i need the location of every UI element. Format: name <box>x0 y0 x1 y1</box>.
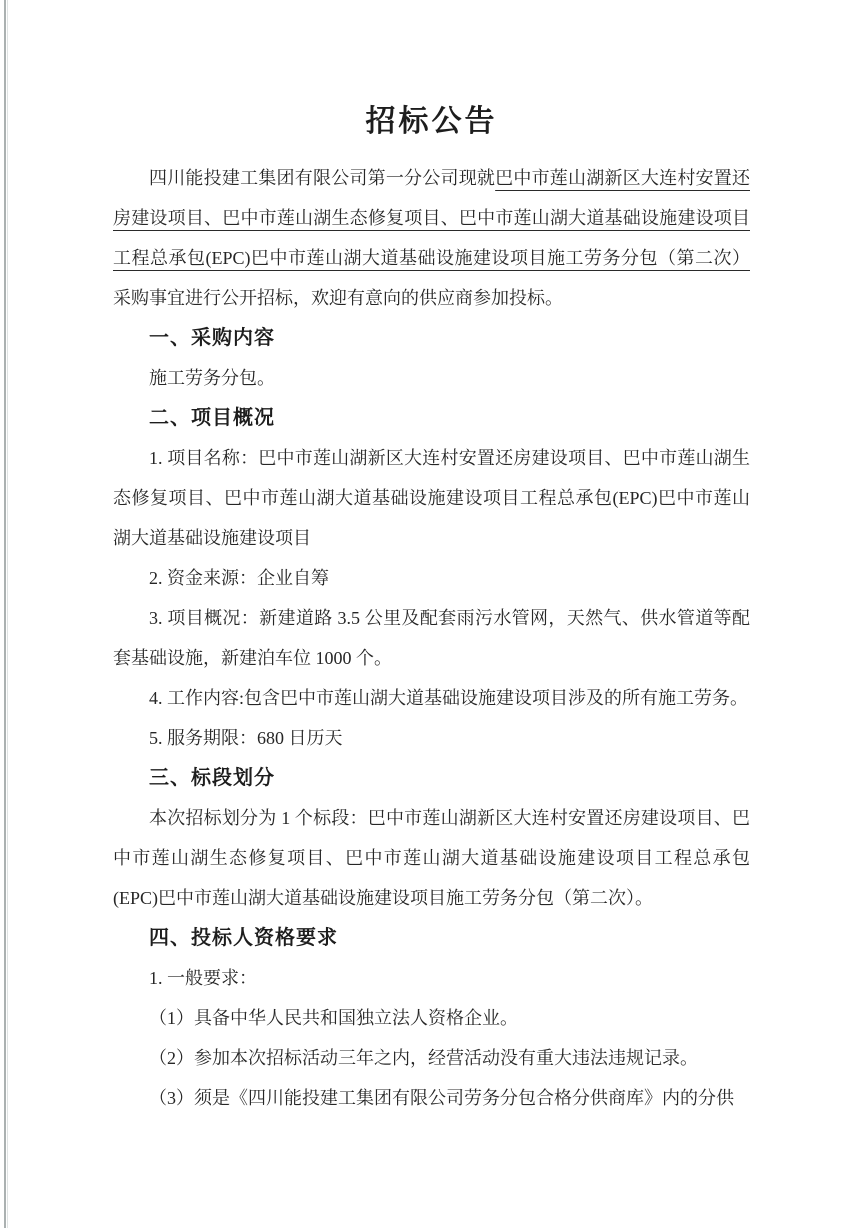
intro-paragraph <box>113 158 750 318</box>
paragraph-requirement-3: （3）须是《四川能投建工集团有限公司劳务分包合格分供商库》内的分供 <box>149 1088 734 1108</box>
document-title: 招标公告 <box>365 105 498 138</box>
section-heading-bidder-qualifications: 四、投标人资格要求 <box>149 927 338 949</box>
paragraph-project-profile: 3. 项目概况：新建道路 3.5 公里及配套雨污水管网，天然气、供水管道等配套基础设施，新建泊车位 1000 个。 <box>113 608 750 668</box>
paragraph-procurement-content: 施工劳务分包。 <box>149 368 275 388</box>
intro-text-underlined: 巴中市莲山湖新区大连村安置还房建设项目、巴中市莲山湖生态修复项目、巴中市莲山湖大道基础设施建设项目工程总承包(EPC)巴中市莲山湖大道基础设施建设项目施工劳务分包（第二次） <box>113 168 750 268</box>
section-heading-procurement-content: 一、采购内容 <box>149 327 275 349</box>
paragraph-general-requirements-label: 1. 一般要求： <box>149 968 257 988</box>
section-heading-lot-division: 三、标段划分 <box>149 767 275 789</box>
paragraph-funding-source: 2. 资金来源：企业自筹 <box>149 568 329 588</box>
paragraph-project-name: 1. 项目名称：巴中市莲山湖新区大连村安置还房建设项目、巴中市莲山湖生态修复项目、巴中市莲山湖大道基础设施建设项目工程总承包(EPC)巴中市莲山湖大道基础设施建设项目 <box>113 448 750 548</box>
paragraph-service-period: 5. 服务期限：680 日历天 <box>149 728 343 748</box>
paragraph-work-content: 4. 工作内容:包含巴中市莲山湖大道基础设施建设项目涉及的所有施工劳务。 <box>149 688 748 708</box>
intro-text-pre: 四川能投建工集团有限公司第一分公司现就 <box>149 168 496 188</box>
paragraph-requirement-2: （2）参加本次招标活动三年之内，经营活动没有重大违法违规记录。 <box>149 1048 698 1068</box>
paragraph-lot-division: 本次招标划分为 1 个标段：巴中市莲山湖新区大连村安置还房建设项目、巴中市莲山湖生态修复项目、巴中市莲山湖大道基础设施建设项目工程总承包(EPC)巴中市莲山湖大道基础设施建设项目施工劳务分包（第二次）。 <box>113 808 750 908</box>
intro-text-post: 采购事宜进行公开招标，欢迎有意向的供应商参加投标。 <box>113 288 563 308</box>
paragraph-requirement-1: （1）具备中华人民共和国独立法人资格企业。 <box>149 1008 518 1028</box>
scan-edge-artifact <box>4 0 6 1228</box>
scan-edge-artifact-soft <box>7 0 8 1228</box>
section-heading-project-overview: 二、项目概况 <box>149 407 275 429</box>
